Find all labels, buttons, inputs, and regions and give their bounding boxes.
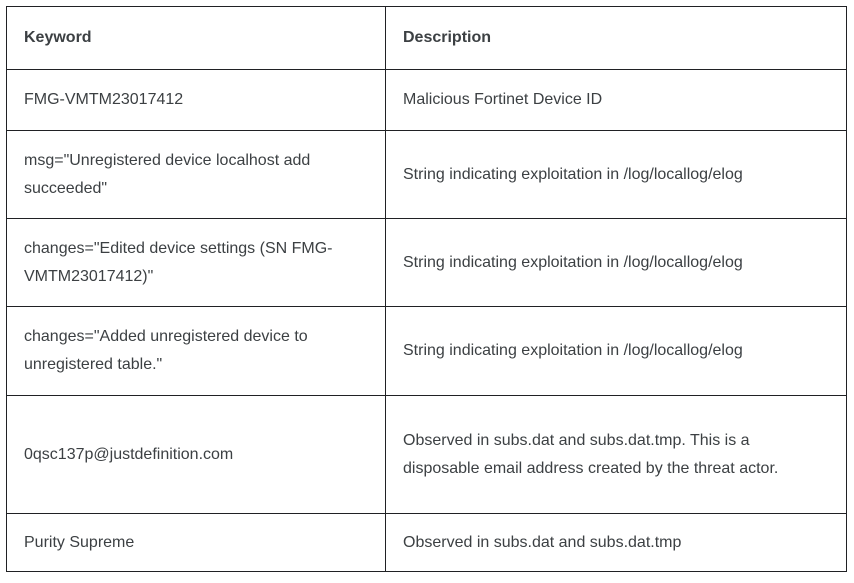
- keyword-cell: changes="Added unregistered device to unregistered table.": [7, 307, 386, 396]
- description-cell: Malicious Fortinet Device ID: [386, 70, 847, 131]
- table-row: [7, 307, 847, 396]
- keyword-cell: 0qsc137p@justdefinition.com: [7, 396, 386, 514]
- keyword-cell: changes="Edited device settings (SN FMG-VMTM23017412)": [7, 219, 386, 307]
- table-row: [7, 131, 847, 219]
- keyword-cell: msg="Unregistered device localhost add succeeded": [7, 131, 386, 219]
- table-row: [7, 70, 847, 131]
- keyword-cell: Purity Supreme: [7, 514, 386, 572]
- keyword-column-header: Keyword: [7, 7, 386, 70]
- description-cell: Observed in subs.dat and subs.dat.tmp. This is a disposable email address created by the threat actor.: [386, 396, 847, 514]
- keyword-cell: FMG-VMTM23017412: [7, 70, 386, 131]
- ioc-table-container: [6, 6, 847, 572]
- table-row: [7, 514, 847, 572]
- description-cell: String indicating exploitation in /log/locallog/elog: [386, 307, 847, 396]
- description-cell: String indicating exploitation in /log/locallog/elog: [386, 219, 847, 307]
- ioc-table: [6, 6, 847, 572]
- table-row: [7, 396, 847, 514]
- table-row: [7, 219, 847, 307]
- description-cell: Observed in subs.dat and subs.dat.tmp: [386, 514, 847, 572]
- table-header-row: [7, 7, 847, 70]
- description-cell: String indicating exploitation in /log/locallog/elog: [386, 131, 847, 219]
- description-column-header: Description: [386, 7, 847, 70]
